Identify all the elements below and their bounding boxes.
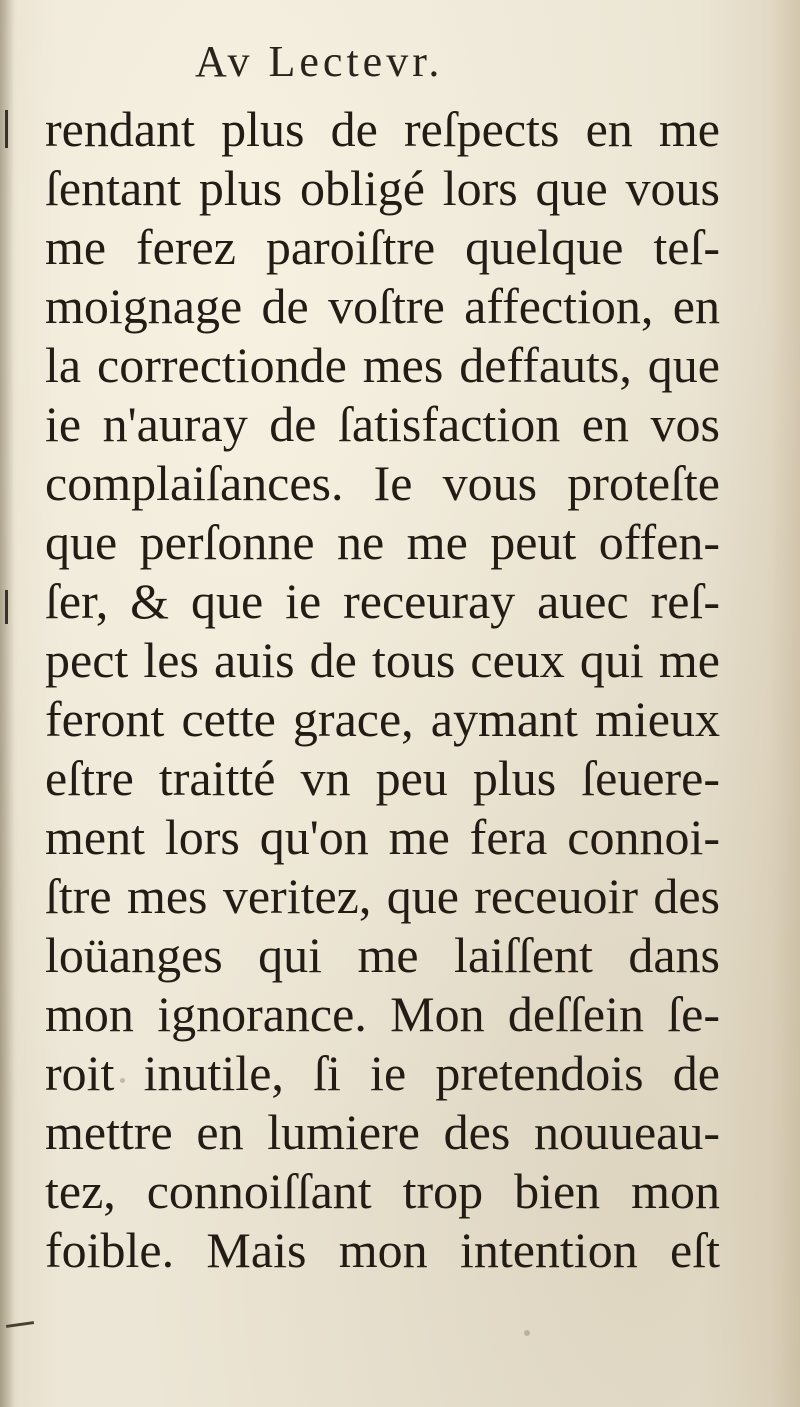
text-line: foible. Mais mon intention eſt (45, 1222, 720, 1278)
text-line: pect les auis de tous ceux qui me (45, 632, 720, 688)
text-line: loüanges qui me laiſſent dans (45, 927, 720, 983)
text-line: eſtre traitté vn peu plus ſeuere- (45, 750, 720, 806)
text-line: ſer, & que ie receuray auec reſ- (45, 573, 720, 629)
running-head: Av Lectevr. (195, 37, 444, 86)
margin-mark (5, 590, 8, 624)
text-line: rendant plus de reſpects en me (45, 101, 720, 157)
body-text (45, 100, 720, 1280)
text-line: roit inutile, ſi ie pretendois de (45, 1045, 720, 1101)
text-line: feront cette grace, aymant mieux (45, 691, 720, 747)
paper-fleck (524, 1330, 530, 1336)
text-line: tez, connoiſſant trop bien mon (45, 1163, 720, 1219)
text-line: moignage de voſtre affection, en (45, 278, 720, 334)
text-line: me ferez paroiſtre quelque teſ- (45, 219, 720, 275)
margin-mark (5, 110, 8, 148)
text-line: ſentant plus obligé lors que vous (45, 160, 720, 216)
text-line: ſtre mes veritez, que receuoir des (45, 868, 720, 924)
text-line: mettre en lumiere des nouueau- (45, 1104, 720, 1160)
text-line: ie n'auray de ſatisfaction en vos (45, 396, 720, 452)
text-line: ment lors qu'on me fera connoi- (45, 809, 720, 865)
text-line: complaiſances. Ie vous proteſte (45, 455, 720, 511)
text-line: mon ignorance. Mon deſſein ſe- (45, 986, 720, 1042)
text-line: la correctionde mes deffauts, que (45, 337, 720, 393)
page-gutter-shadow (0, 0, 14, 1407)
text-line: que perſonne ne me peut offen- (45, 514, 720, 570)
